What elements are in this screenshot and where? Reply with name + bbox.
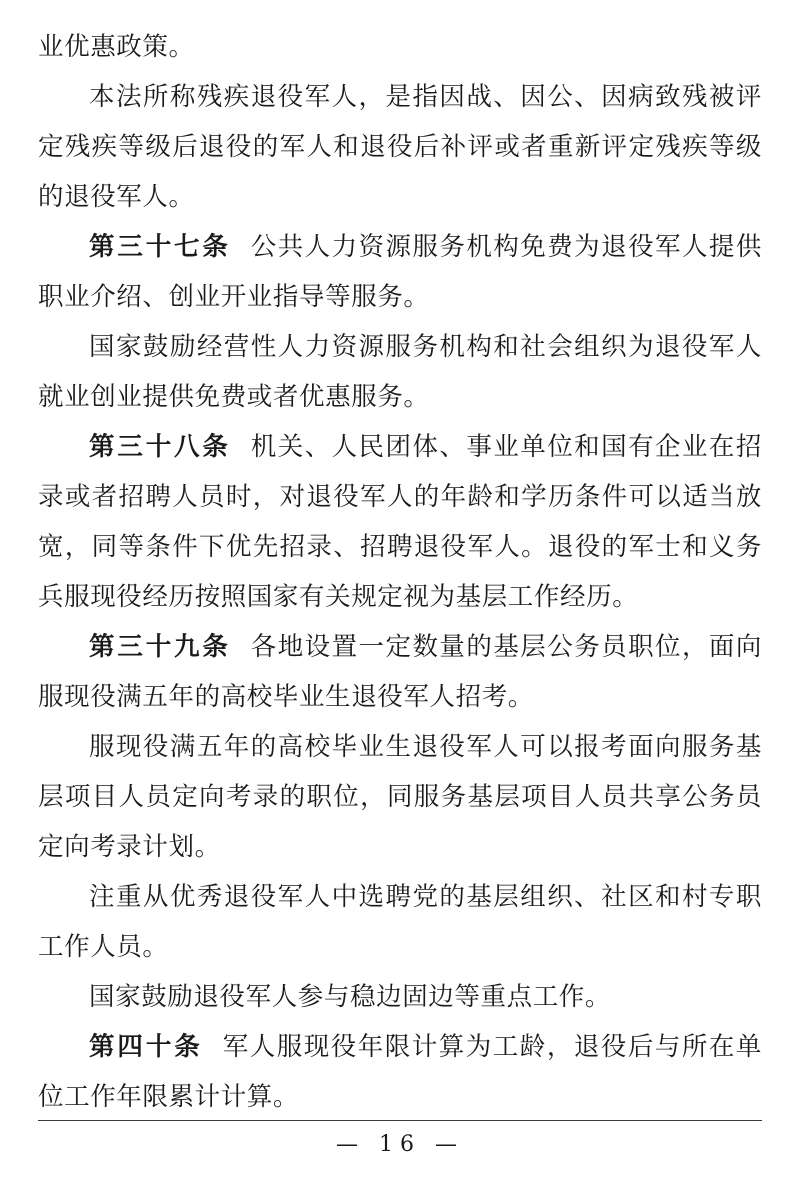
article-39-paragraph-4 xyxy=(38,972,762,1022)
paragraph-text: 国家鼓励经营性人力资源服务机构和社会组织为退役军人就业创业提供免费或者优惠服务。 xyxy=(38,332,762,412)
page-footer xyxy=(0,1132,800,1157)
paragraph-text: 本法所称残疾退役军人，是指因战、因公、因病致残被评定残疾等级后退役的军人和退役后补评或者重新评定残疾等级的退役军人。 xyxy=(38,82,762,212)
paragraph-text: 各地设置一定数量的基层公务员职位，面向服现役满五年的高校毕业生退役军人招考。 xyxy=(38,632,762,712)
article-39-paragraph-2 xyxy=(38,722,762,872)
footer-divider xyxy=(38,1120,762,1121)
paragraph-disabled-veteran-definition xyxy=(38,72,762,222)
article-38 xyxy=(38,422,762,622)
article-label: 第三十九条 xyxy=(89,632,231,662)
paragraph-text: 国家鼓励退役军人参与稳边固边等重点工作。 xyxy=(89,982,612,1012)
paragraph-text: 服现役满五年的高校毕业生退役军人可以报考面向服务基层项目人员定向考录的职位，同服务基层项目人员共享公务员定向考录计划。 xyxy=(38,732,762,862)
paragraph-text: 注重从优秀退役军人中选聘党的基层组织、社区和村专职工作人员。 xyxy=(38,882,762,962)
document-body xyxy=(38,22,762,1122)
page-number: — 16 — xyxy=(336,1132,464,1157)
article-39-paragraph-3 xyxy=(38,872,762,972)
paragraph-text: 军人服现役年限计算为工龄，退役后与所在单位工作年限累计计算。 xyxy=(38,1032,762,1112)
paragraph-text: 业优惠政策。 xyxy=(38,32,195,62)
article-label: 第三十八条 xyxy=(89,432,231,462)
article-37 xyxy=(38,222,762,322)
article-label: 第三十七条 xyxy=(89,232,231,262)
article-label: 第四十条 xyxy=(89,1032,203,1062)
article-37-paragraph-2 xyxy=(38,322,762,422)
paragraph-text: 机关、人民团体、事业单位和国有企业在招录或者招聘人员时，对退役军人的年龄和学历条件可以适当放宽，同等条件下优先招录、招聘退役军人。退役的军士和义务兵服现役经历按照国家有关规定视为基层工作经历。 xyxy=(38,432,762,612)
article-40 xyxy=(38,1022,762,1122)
paragraph-text: 公共人力资源服务机构免费为退役军人提供职业介绍、创业开业指导等服务。 xyxy=(38,232,762,312)
article-39 xyxy=(38,622,762,722)
paragraph-continuation-top xyxy=(38,22,762,72)
